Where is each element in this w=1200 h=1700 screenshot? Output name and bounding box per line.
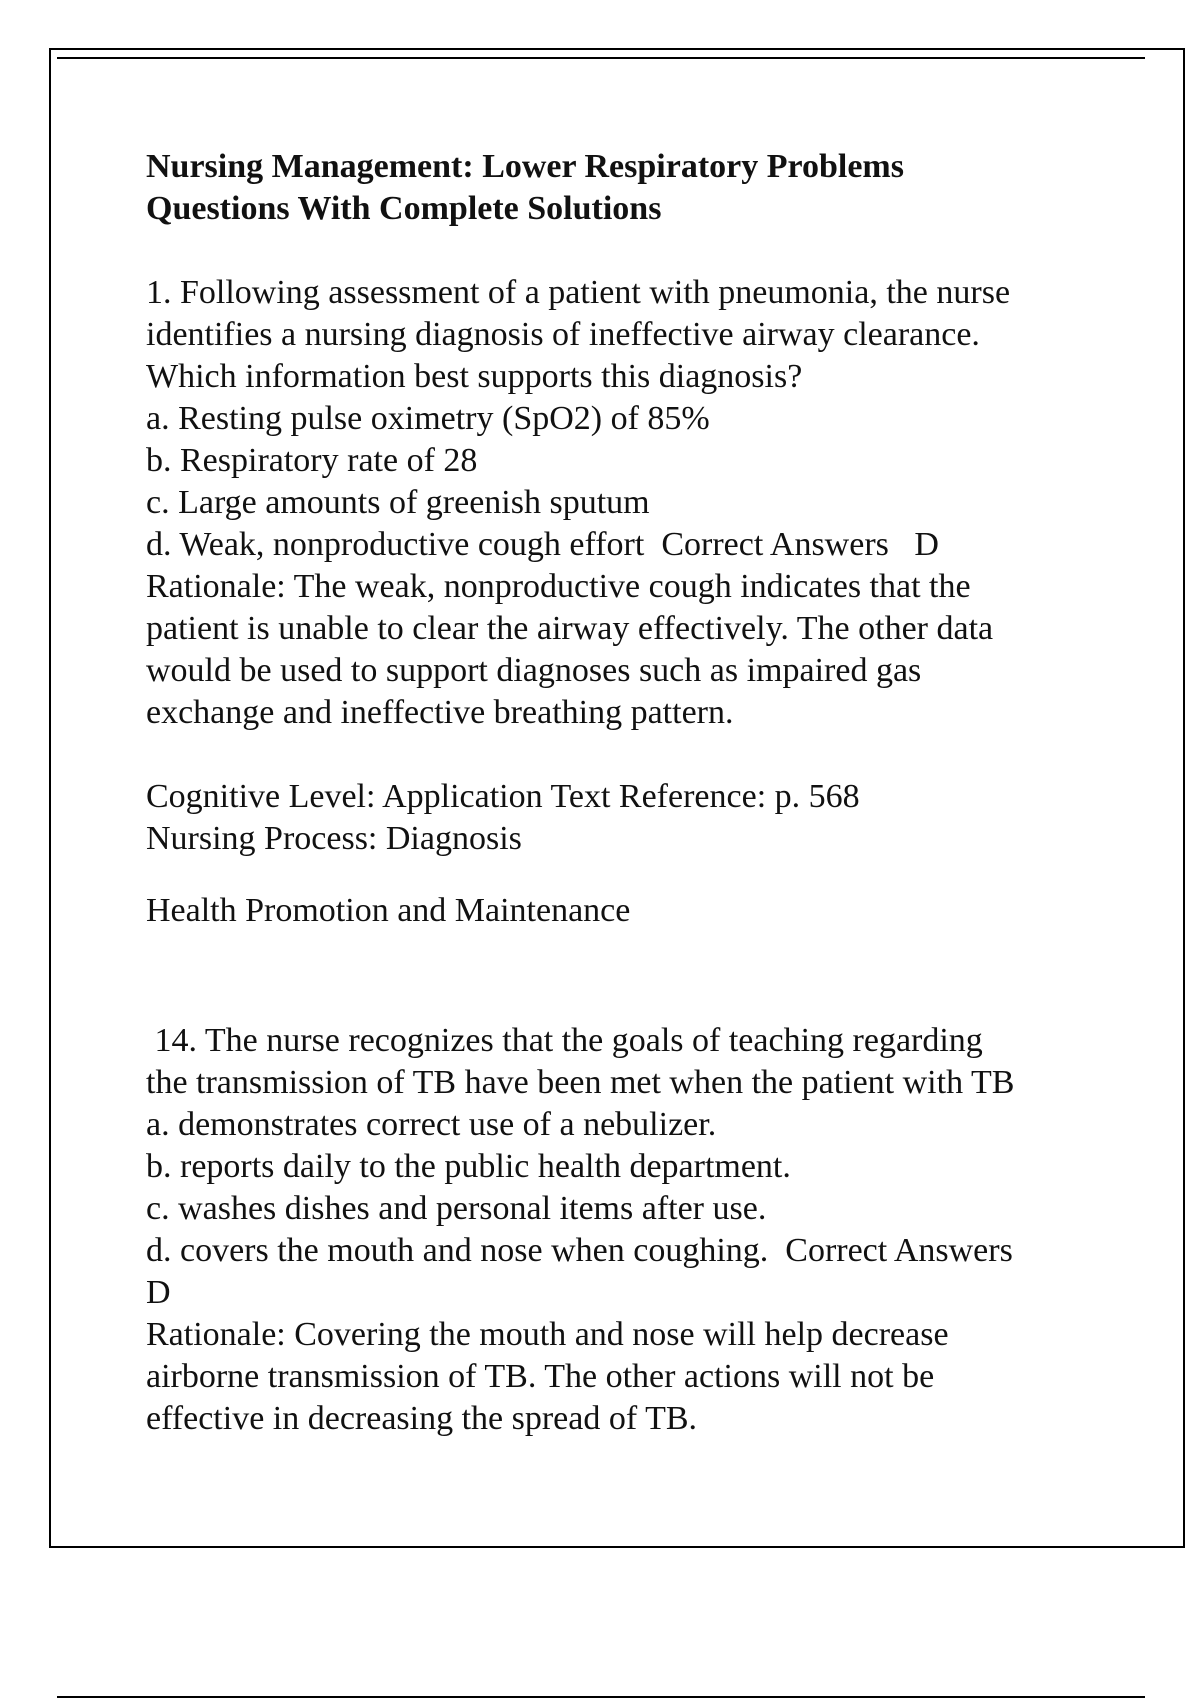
spacer <box>146 932 1146 1020</box>
cognitive-level: Cognitive Level: Application Text Reference: p. 568 <box>146 778 860 815</box>
title-line: Nursing Management: Lower Respiratory Problems <box>146 148 904 185</box>
answer-option-b: b. reports daily to the public health department. <box>146 1148 791 1185</box>
header-rule <box>57 57 1145 59</box>
question-stem-line: 14. The nurse recognizes that the goals of teaching regarding <box>146 1022 983 1059</box>
spacer <box>146 230 1146 272</box>
answer-option-a: a. Resting pulse oximetry (SpO2) of 85% <box>146 400 710 437</box>
question-1 <box>146 272 1146 932</box>
answer-option-d: d. covers the mouth and nose when coughing. Correct Answers <box>146 1232 1013 1269</box>
answer-option-c: c. washes dishes and personal items after use. <box>146 1190 767 1227</box>
answer-option-d: d. Weak, nonproductive cough effort Correct Answers D <box>146 526 939 563</box>
rationale-line: would be used to support diagnoses such as impaired gas <box>146 652 922 689</box>
question-14 <box>146 1020 1146 1440</box>
spacer <box>146 734 1146 776</box>
answer-option-c: c. Large amounts of greenish sputum <box>146 484 650 521</box>
footer-rule <box>57 1696 1145 1698</box>
spacer <box>146 860 1146 890</box>
rationale-line: Rationale: Covering the mouth and nose will help decrease <box>146 1316 949 1353</box>
rationale-line: effective in decreasing the spread of TB. <box>146 1400 698 1437</box>
question-stem-line: 1. Following assessment of a patient with pneumonia, the nurse <box>146 274 1011 311</box>
rationale-line: Rationale: The weak, nonproductive cough indicates that the <box>146 568 971 605</box>
document-body <box>146 146 1146 1440</box>
question-stem-line: the transmission of TB have been met when the patient with TB <box>146 1064 1015 1101</box>
answer-option-b: b. Respiratory rate of 28 <box>146 442 478 479</box>
category-label: Health Promotion and Maintenance <box>146 892 631 929</box>
document-title <box>146 146 1146 230</box>
answer-option-a: a. demonstrates correct use of a nebulizer. <box>146 1106 717 1143</box>
question-stem-line: identifies a nursing diagnosis of ineffective airway clearance. <box>146 316 980 353</box>
question-stem-line: Which information best supports this diagnosis? <box>146 358 803 395</box>
nursing-process: Nursing Process: Diagnosis <box>146 820 522 857</box>
rationale-line: airborne transmission of TB. The other actions will not be <box>146 1358 935 1395</box>
rationale-line: exchange and ineffective breathing pattern. <box>146 694 734 731</box>
correct-answer-letter: D <box>146 1274 171 1311</box>
title-line: Questions With Complete Solutions <box>146 190 662 227</box>
rationale-line: patient is unable to clear the airway effectively. The other data <box>146 610 994 647</box>
